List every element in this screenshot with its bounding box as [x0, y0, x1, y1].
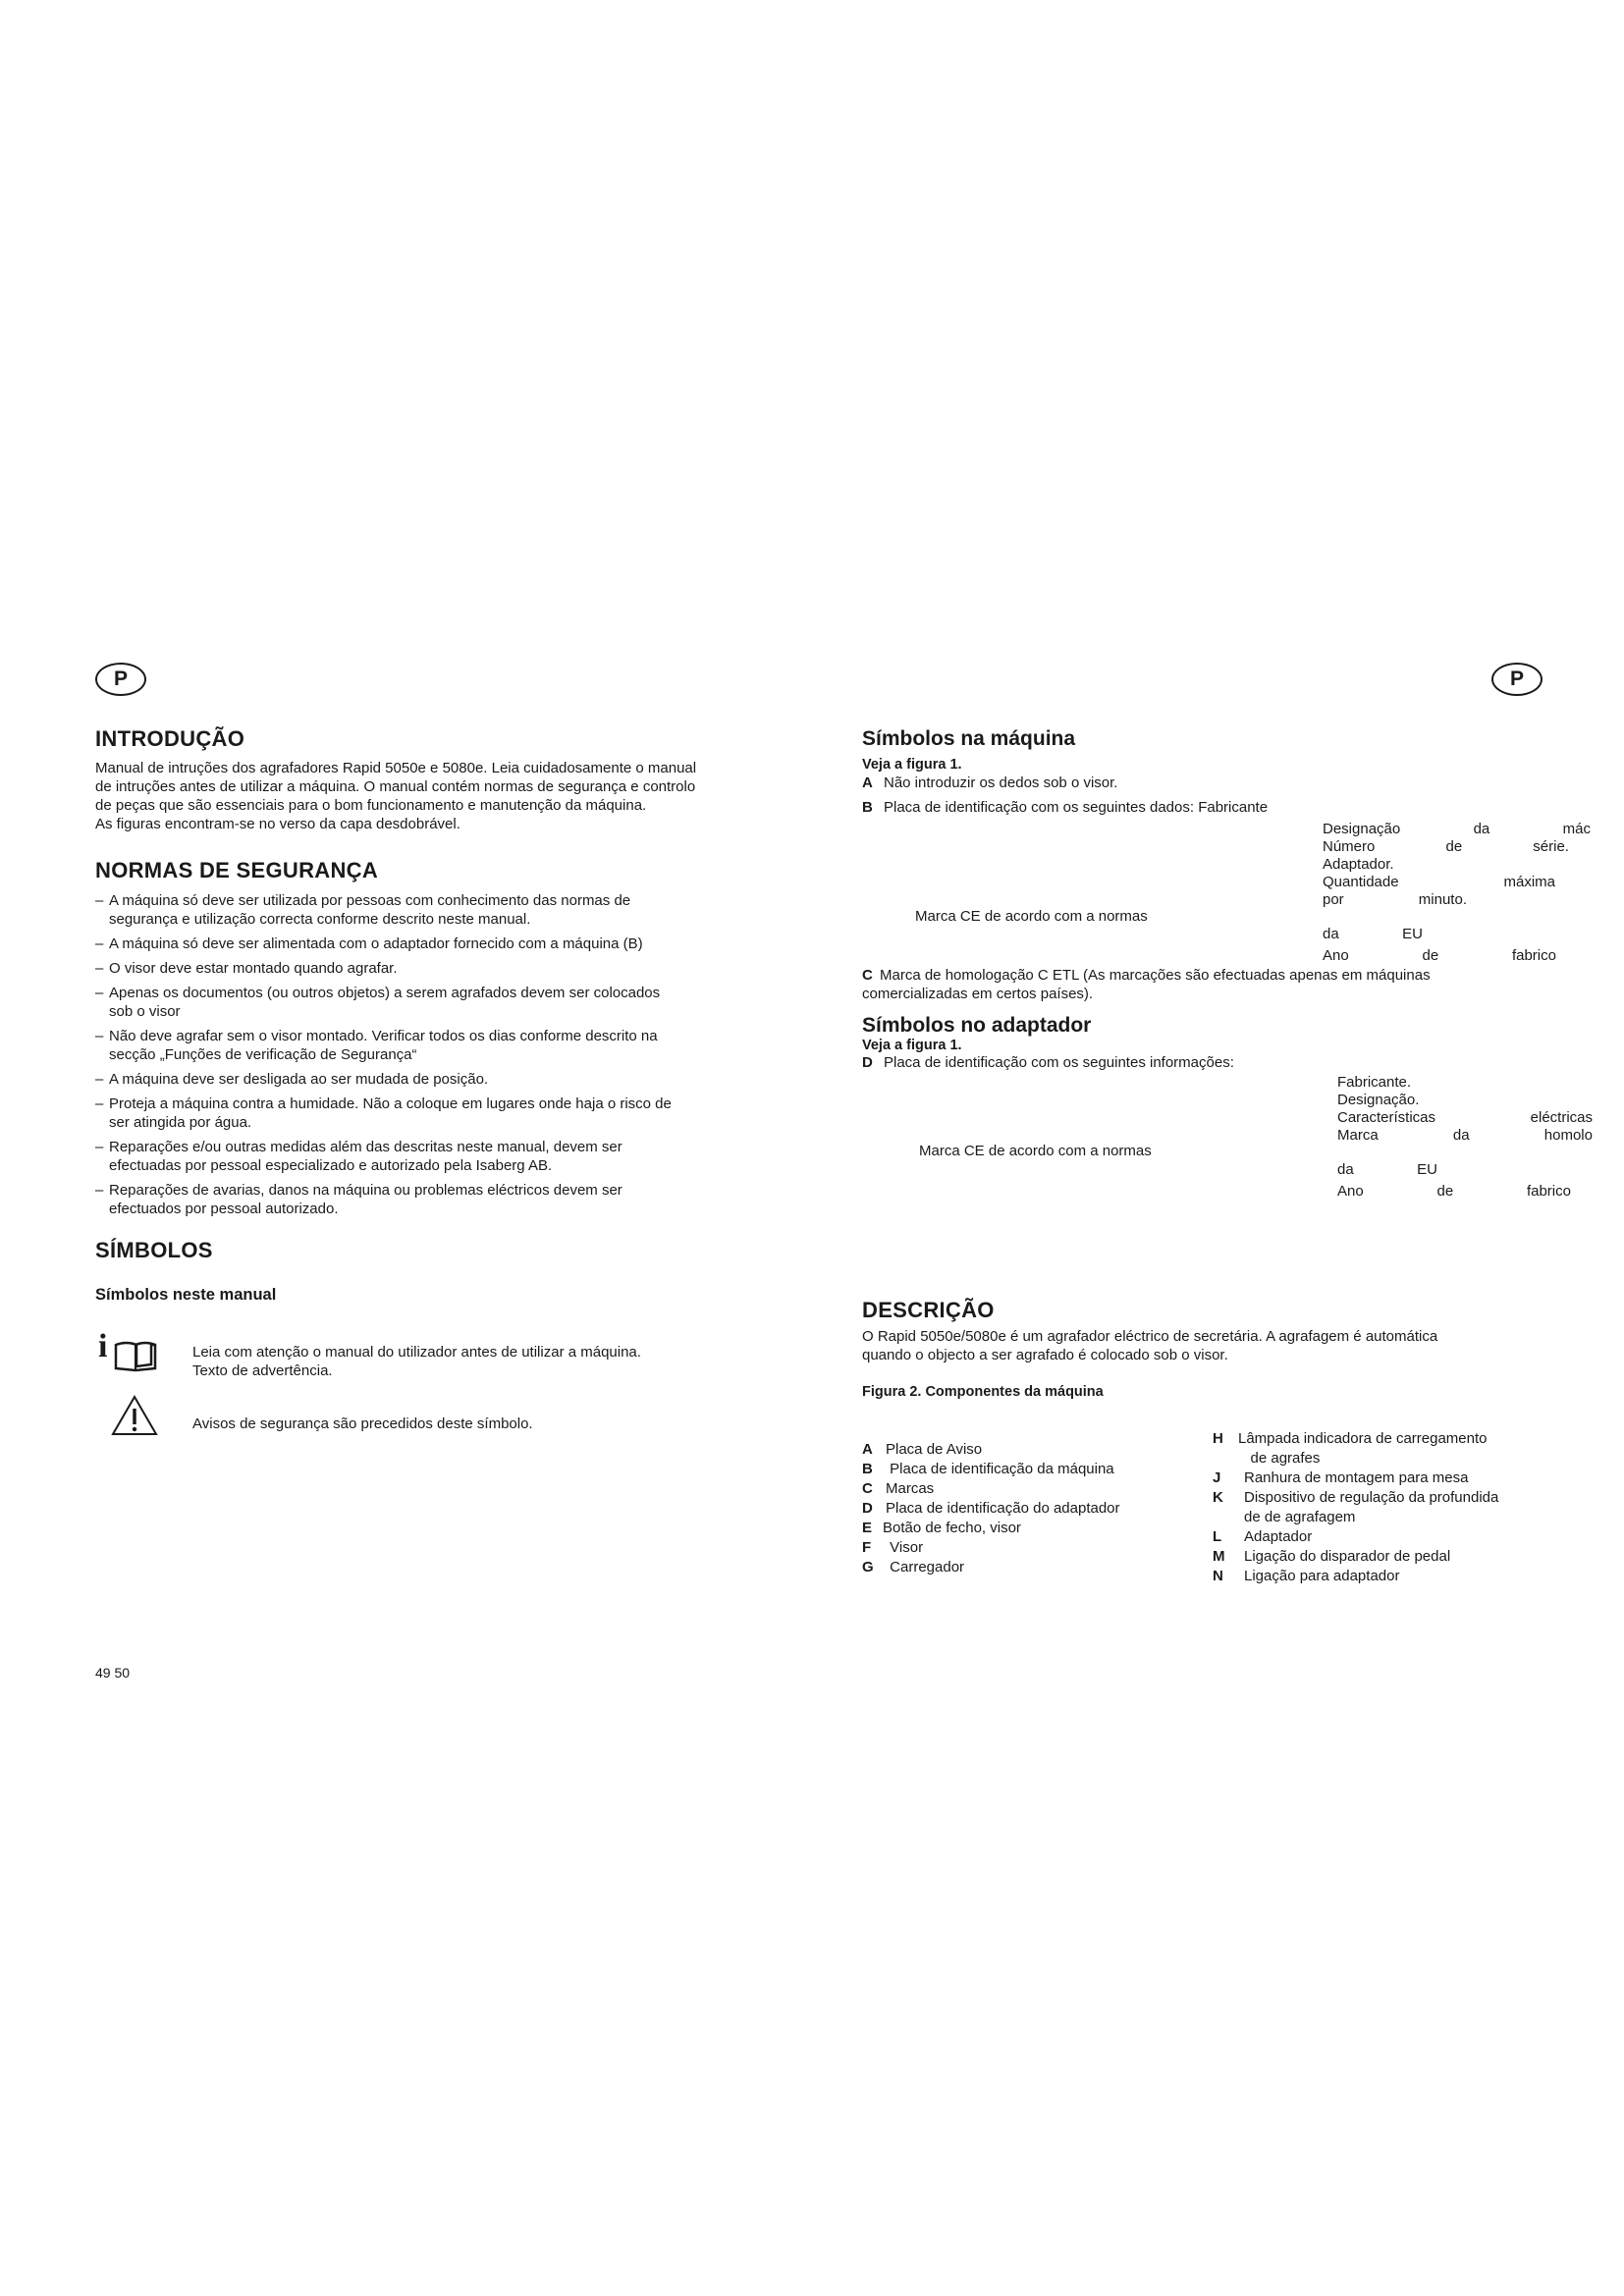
list-item: A Placa de Aviso [862, 1441, 983, 1458]
list-item: D Placa de identificação do adaptador [862, 1500, 1120, 1517]
list-item: N Ligação para adaptador [1213, 1568, 1400, 1584]
list-item: de agrafes [1238, 1450, 1321, 1467]
safety-item: – A máquina só deve ser alimentada com o adaptador fornecido com a máquina (B) [95, 935, 643, 952]
machine-symbol-c: C Marca de homologação C ETL (As marcações são efectuadas apenas em máquinas comercializadas em certos países). [862, 967, 1431, 1002]
symbols-title: SÍMBOLOS [95, 1238, 213, 1262]
info-book-icon [96, 1327, 159, 1372]
description-title: DESCRIÇÃO [862, 1298, 995, 1322]
list-item: F Visor [862, 1539, 924, 1556]
list-item: L Adaptador [1213, 1528, 1313, 1545]
safety-section [95, 858, 773, 1224]
figure-title: Figura 2. Componentes da máquina [862, 1384, 1104, 1400]
machine-ce-text: Marca CE de acordo com a normas [915, 908, 1148, 925]
list-item: J Ranhura de montagem para mesa [1213, 1469, 1469, 1486]
machine-symbols-title: Símbolos na máquina [862, 727, 1076, 750]
description-text: O Rapid 5050e/5080e é um agrafador eléctrico de secretária. A agrafagem é automática quando o objecto a ser agrafado é colocado sob o visor. [862, 1328, 1438, 1363]
adapter-plate-details-2: da EU Ano de fabrico [1337, 1161, 1571, 1200]
list-item: E Botão de fecho, visor [862, 1520, 1021, 1536]
page-number: 49 50 [95, 1665, 131, 1681]
list-item: G Carregador [862, 1559, 965, 1575]
list-item: B Placa de identificação da máquina [862, 1461, 1114, 1477]
list-item: K Dispositivo de regulação da profundida [1213, 1489, 1499, 1506]
language-badge-right: P [1491, 663, 1543, 696]
safety-list [95, 891, 773, 1218]
safety-item: – Proteja a máquina contra a humidade. Não a coloque em lugares onde haja o risco de ser atingida por água. [95, 1095, 672, 1131]
components-list-right [1213, 1429, 1586, 1586]
list-item: H Lâmpada indicadora de carregamento [1213, 1430, 1488, 1447]
safety-item: – Reparações e/ou outras medidas além das descritas neste manual, devem ser efectuadas por pessoal especializado e autorizado pela Isaberg AB. [95, 1139, 623, 1174]
machine-plate-details-2: da EU Ano de fabrico [1323, 926, 1556, 964]
adapter-symbol-d: D Placa de identificação com os seguintes informações: [862, 1054, 1234, 1071]
safety-item: – Não deve agrafar sem o visor montado. Verificar todos os dias conforme descrito na secção „Funções de verificação de Segurança“ [95, 1028, 658, 1063]
list-item: de de agrafagem [1244, 1509, 1356, 1525]
machine-symbols-section: Símbolos na máquina Veja a figura 1. A Não introduzir os dedos sob o visor. B Placa de identificação com os seguintes dados: Fabricante [862, 727, 1269, 816]
list-item: C Marcas [862, 1480, 935, 1497]
adapter-symbols-section: Símbolos no adaptador Veja a figura 1. D Placa de identificação com os seguintes informações: [862, 1014, 1234, 1071]
svg-text:i: i [98, 1328, 108, 1364]
intro-section [95, 726, 787, 833]
adapter-symbols-title: Símbolos no adaptador [862, 1014, 1092, 1037]
symbols-subtitle: Símbolos neste manual [95, 1286, 277, 1304]
safety-item: – A máquina deve ser desligada ao ser mudada de posição. [95, 1071, 489, 1088]
warning-triangle-icon [111, 1394, 158, 1437]
adapter-ce-text: Marca CE de acordo com a normas [919, 1143, 1152, 1159]
language-badge-left: P [95, 663, 146, 696]
safety-item: – A máquina só deve ser utilizada por pessoas com conhecimento das normas de segurança e utilização correcta conforme descrito neste manual. [95, 892, 631, 928]
intro-text: Manual de intruções dos agrafadores Rapid 5050e e 5080e. Leia cuidadosamente o manual de intruções antes de utilizar a máquina. O manual contém normas de segurança e controlo de peças que são essenciais para o bom funcionamento e manutenção da máquina. As figuras encontram-se no verso da capa desdobrável. [95, 760, 697, 832]
description-section [862, 1298, 1549, 1400]
safety-item: – Reparações de avarias, danos na máquina ou problemas eléctricos devem ser efectuados por pessoal autorizado. [95, 1182, 623, 1217]
safety-item: – O visor deve estar montado quando agrafar. [95, 960, 398, 977]
adapter-plate-details: Fabricante. Designação. Características eléctricas Marca da homolo [1337, 1074, 1593, 1144]
manual-symbol-text: Leia com atenção o manual do utilizador antes de utilizar a máquina. Texto de advertência. [192, 1344, 641, 1379]
components-list-left [862, 1440, 1196, 1577]
list-item: M Ligação do disparador de pedal [1213, 1548, 1451, 1565]
machine-plate-details: Designação da mác Número de série. Adaptador. Quantidade máxima por minuto. [1323, 821, 1591, 908]
safety-title: NORMAS DE SEGURANÇA [95, 858, 379, 882]
intro-title: INTRODUÇÃO [95, 726, 245, 751]
warning-symbol-text: Avisos de segurança são precedidos deste símbolo. [192, 1415, 533, 1432]
safety-item: – Apenas os documentos (ou outros objetos) a serem agrafados devem ser colocados sob o visor [95, 985, 661, 1020]
machine-symbol-a: A Não introduzir os dedos sob o visor. [862, 774, 1118, 791]
machine-symbol-b: B Placa de identificação com os seguintes dados: Fabricante [862, 799, 1269, 816]
